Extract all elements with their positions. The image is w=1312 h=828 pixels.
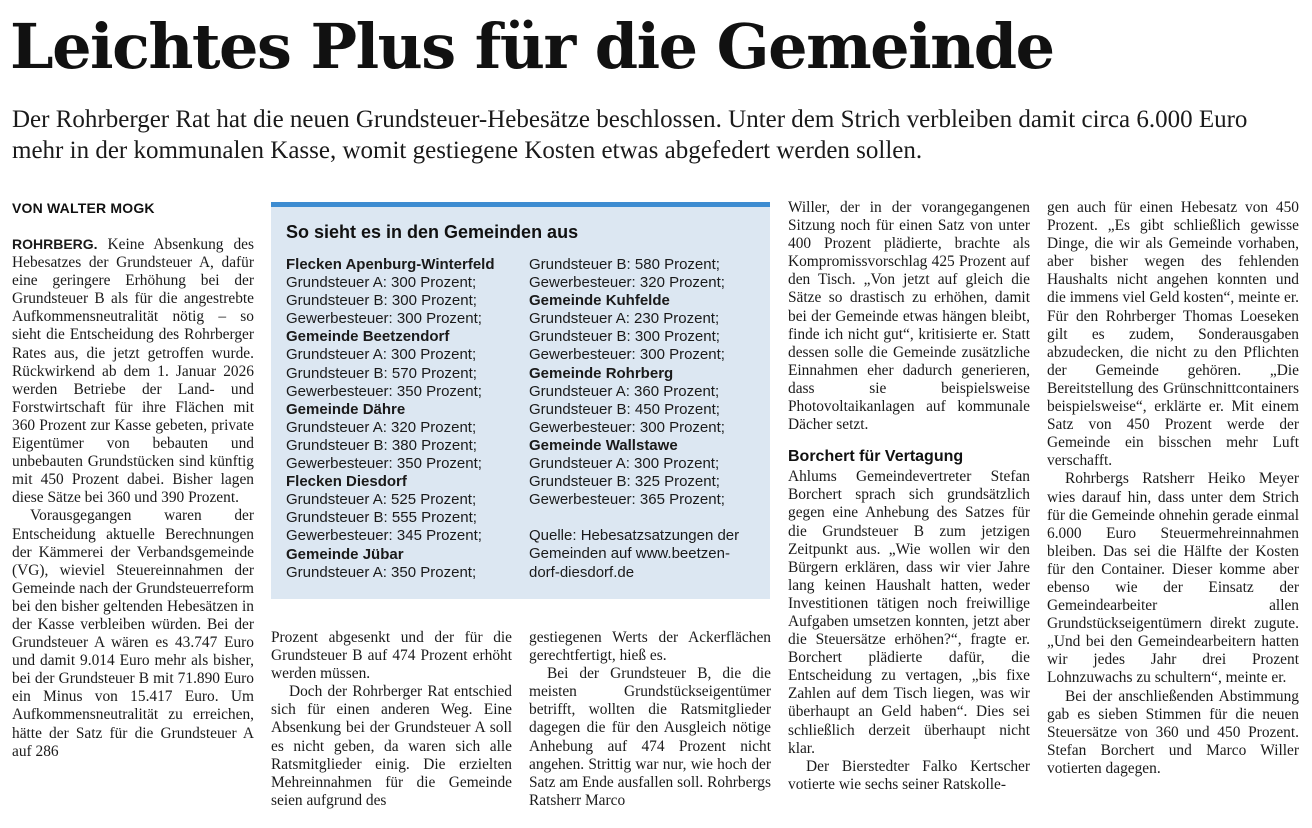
info-box-line: Gewerbesteuer: 320 Prozent;: [529, 274, 725, 292]
article-column-5: [1047, 199, 1299, 815]
info-box-right-column: [529, 256, 769, 582]
info-box-line: Gewerbesteuer: 365 Prozent;: [529, 491, 725, 509]
paragraph: Vorausgegangen waren der Entscheidung aktuelle Berechnungen der Kämmerei der Verbandsgemeinde (VG), wieviel Steuereinnahmen der Gemeinde nach der Grundsteuerreform bei den bisher geltenden Hebesätzen in der Kasse verbleiben würden. Bei der Grundsteuer A wären es 43.747 Euro und damit 9.014 Euro mehr als bisher, bei der Grundsteuer B mit 71.890 Euro ein Minus von 15.417 Euro. Um Aufkommensneutralität zu erreichen, hätte der Satz für die Grundsteuer A auf 286: [12, 507, 254, 760]
info-box-line: Grundsteuer A: 300 Prozent;: [529, 455, 720, 473]
subheading: Borchert für Vertagung: [788, 448, 964, 466]
info-box-source-line: Gemeinden auf www.beetzen-: [529, 545, 730, 563]
info-box-line: Grundsteuer B: 300 Prozent;: [286, 292, 477, 310]
headline: Leichtes Plus für die Gemeinde: [10, 10, 1054, 83]
paragraph: Ahlums Gemeindevertreter Stefan Borchert sprach sich grundsätzlich gegen eine Anhebung des Satzes für die Grundsteuer B zum jetzigen Zeitpunkt aus. „Wie wollen wir den Bürgern erklären, dass wir vier Jahre lang keinen Haushalt hatten, weder Investitionen tätigen noch freiwillige Aufgaben umsetzen konnten, jetzt aber die Steuersätze erhöhen?“, fragte er. Borchert plädierte dafür, die Entscheidung zu vertagen, „bis fixe Zahlen auf dem Tisch liegen, was wir überhaupt an Geld haben“. Dies sei schließlich derzeit überhaupt nicht klar.: [788, 468, 1030, 757]
paragraph: Bei der Grundsteuer B, die die meisten Grundstückseigentümer betrifft, wollten die Ratsmitglieder dagegen die für den Ausgleich nötige Anhebung auf 474 Prozent nicht angehen. Strittig war nur, wie hoch der Satz am Ende ausfallen soll. Rohrbergs Ratsherr Marco: [529, 665, 771, 809]
paragraph: Doch der Rohrberger Rat entschied sich für einen anderen Weg. Eine Absenkung bei der Grundsteuer A soll es nicht geben, da waren sich alle Ratsmitglieder einig. Die erzielten Mehreinnahmen für die Gemeinde seien aufgrund des: [271, 683, 512, 809]
lead-paragraph: Der Rohrberger Rat hat die neuen Grundsteuer-Hebesätze beschlossen. Unter dem Strich verbleiben damit circa 6.000 Euro mehr in der kommunalen Kasse, womit gestiegene Kosten etwas abgefedert werden sollen.: [12, 106, 1248, 164]
info-box-line: Gewerbesteuer: 300 Prozent;: [529, 418, 725, 436]
byline: VON WALTER MOGK: [12, 200, 155, 216]
municipality-name: Gemeinde Beetzendorf: [286, 328, 450, 346]
paragraph: gen auch für einen Hebesatz von 450 Prozent. „Es gibt schließlich gewisse Dinge, die wir als Gemeinde vorhaben, aber bisher wegen des fehlenden Haushalts nicht angehen konnten und die immens viel Geld kosten“, meinte er. Für den Rohrberger Thomas Loeseken gilt es zudem, Sonderausgaben abzudecken, die nicht zu den Pflichten der Gemeinde gehören. „Die Bereitstellung des Grünschnittcontainers beispielsweise“, erklärte er. Mit einem Satz von 450 Prozent werde der Gemeinde ein bisschen mehr Luft verschafft.: [1047, 199, 1299, 470]
municipality-name: Gemeinde Kuhfelde: [529, 292, 670, 310]
paragraph: gestiegenen Werts der Ackerflächen gerechtfertigt, hieß es.: [529, 629, 771, 665]
info-box-line: Grundsteuer A: 360 Prozent;: [529, 382, 720, 400]
info-box-line: Grundsteuer B: 325 Prozent;: [529, 473, 720, 491]
info-box-line: Grundsteuer B: 570 Prozent;: [286, 364, 477, 382]
info-box-line: Grundsteuer A: 230 Prozent;: [529, 310, 720, 328]
article-column-4: [788, 199, 1030, 815]
article-column-2: [271, 629, 512, 815]
info-box-line: Grundsteuer A: 350 Prozent;: [286, 563, 477, 581]
municipality-name: Gemeinde Rohrberg: [529, 364, 674, 382]
info-box-line: Gewerbesteuer: 350 Prozent;: [286, 382, 482, 400]
info-box: [271, 202, 770, 599]
info-box-source-line: dorf-diesdorf.de: [529, 563, 635, 581]
info-box-line: Grundsteuer A: 300 Prozent;: [286, 274, 477, 292]
paragraph: Der Bierstedter Falko Kertscher votierte wie sechs seiner Ratskolle-: [788, 757, 1030, 793]
article-column-3: [529, 629, 771, 815]
info-box-line: Grundsteuer B: 580 Prozent;: [529, 256, 720, 273]
municipality-name: Gemeinde Dähre: [286, 400, 406, 418]
info-box-line: Gewerbesteuer: 300 Prozent;: [286, 310, 482, 328]
paragraph: Prozent abgesenkt und der für die Grundsteuer B auf 474 Prozent erhöht werden müssen.: [271, 629, 512, 683]
paragraph: Bei der anschließenden Abstimmung gab es sieben Stimmen für die neuen Steuersätze von 360 und 450 Prozent. Stefan Borchert und Marco Willer votierten dagegen.: [1047, 687, 1299, 777]
paragraph: Rohrbergs Ratsherr Heiko Meyer wies darauf hin, dass unter dem Strich für die Gemeinde ohnehin gerade einmal 6.000 Euro Steuermehreinnahmen bleiben. Das sei die Hälfte der Kosten für den Container. Dieser komme aber ebenso wie der Einsatz der Gemeindearbeiter allen Grundstückseigentümern direkt zugute. „Und bei den Gemeindearbeitern hatten wir jedes Jahr drei Prozent Lohnzuwachs zu schultern“, meinte er.: [1047, 470, 1299, 687]
article-column-1: [12, 235, 254, 815]
info-box-line: Grundsteuer B: 380 Prozent;: [286, 436, 477, 454]
info-box-line: Gewerbesteuer: 350 Prozent;: [286, 455, 482, 473]
municipality-name: Flecken Diesdorf: [286, 473, 407, 491]
info-box-line: Grundsteuer B: 555 Prozent;: [286, 509, 477, 527]
info-box-line: Grundsteuer A: 320 Prozent;: [286, 418, 477, 436]
info-box-line: Grundsteuer B: 450 Prozent;: [529, 400, 720, 418]
info-box-line: Grundsteuer B: 300 Prozent;: [529, 328, 720, 346]
municipality-name: Gemeinde Jübar: [286, 545, 404, 563]
info-box-line: Gewerbesteuer: 300 Prozent;: [529, 346, 725, 364]
municipality-name: Gemeinde Wallstawe: [529, 436, 678, 454]
info-box-title: So sieht es in den Gemeinden aus: [286, 222, 579, 242]
paragraph: Willer, der in der vorangegangenen Sitzung noch für einen Satz von unter 400 Prozent plädierte, brachte als Kompromissvorschlag 425 Prozent auf den Tisch. „Von jetzt auf gleich die Sätze so drastisch zu erhöhen, damit bei der Gemeinde etwas hängen bleibt, finde ich nicht gut“, kritisierte er. Statt dessen solle die Gemeinde zusätzliche Einnahmen eher dadurch generieren, dass sie beispielsweise Photovoltaikanlagen auf kommunale Dächer setzt.: [788, 199, 1030, 434]
paragraph: [12, 235, 254, 507]
info-box-line: Gewerbesteuer: 345 Prozent;: [286, 527, 482, 545]
info-box-line: Grundsteuer A: 525 Prozent;: [286, 491, 477, 509]
info-box-line: Grundsteuer A: 300 Prozent;: [286, 346, 477, 364]
info-box-left-column: [286, 256, 526, 582]
dateline: ROHRBERG.: [12, 236, 98, 252]
municipality-name: Flecken Apenburg-Winterfeld: [286, 256, 495, 273]
info-box-source-line: Quelle: Hebesatzsatzungen der: [529, 527, 740, 545]
info-box-source: [529, 527, 769, 581]
paragraph-text: Keine Absenkung des Hebesatzes der Grundsteuer A, dafür eine geringere Erhöhung bei der Grundsteuer B als für die angestrebte Aufkommensneutralität nötig – so sieht die Entscheidung des Rohrberger Rates aus, die jetzt getroffen wurde. Rückwirkend ab dem 1. Januar 2026 werden Betriebe der Land- und Forstwirtschaft für ihre Flächen mit 360 Prozent zur Kasse gebeten, private Eigentümer von bebauten und unbebauten Grundstücken sind künftig mit 450 Prozent dabei. Bisher lagen diese Sätze bei 360 und 390 Prozent.: [12, 236, 254, 507]
